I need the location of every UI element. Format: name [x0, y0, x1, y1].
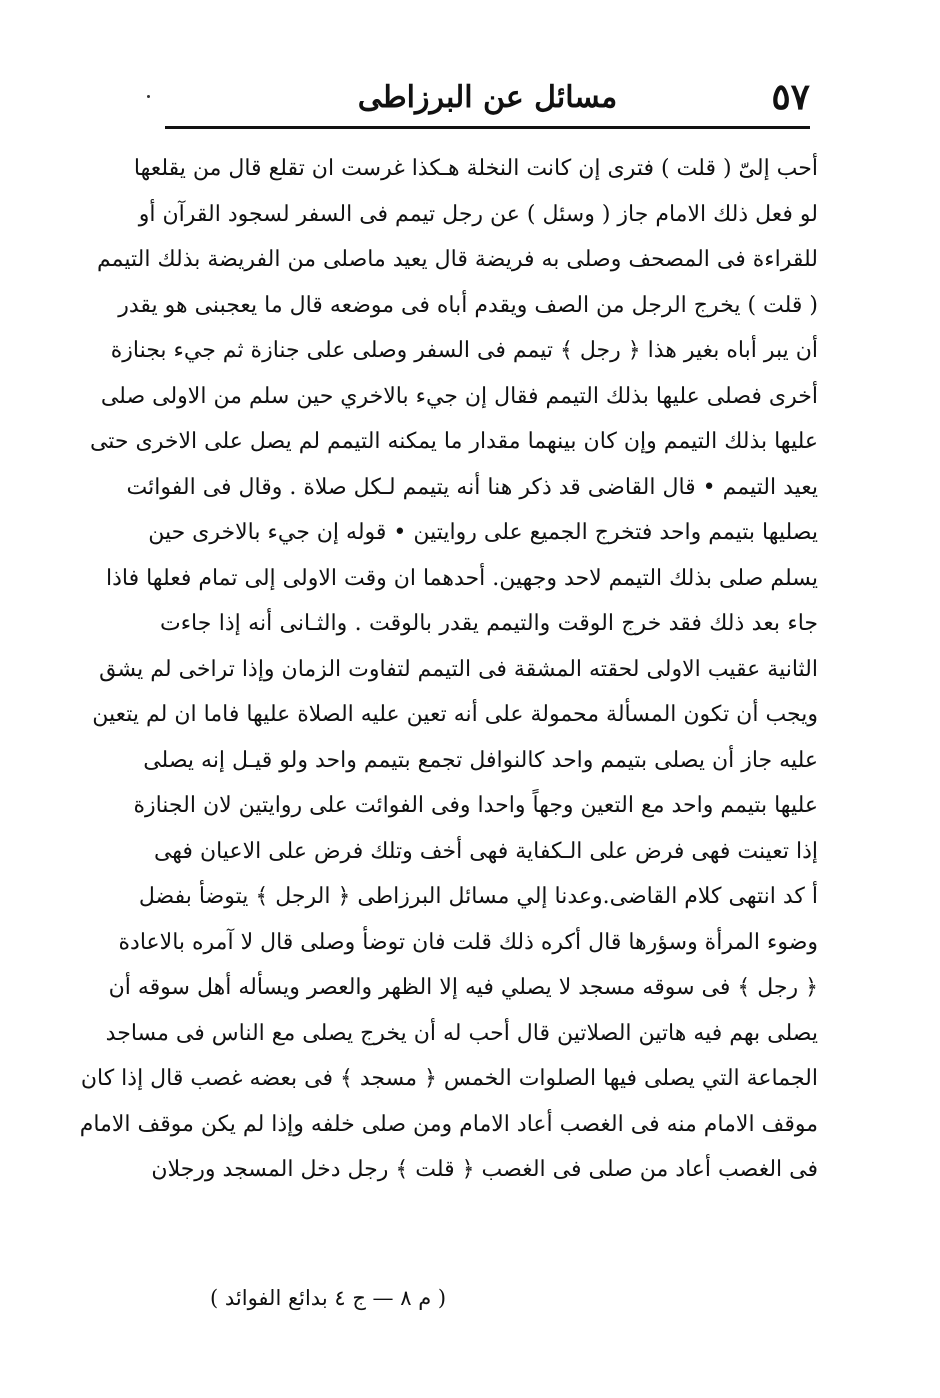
text-line: ﴿ رجل ﴾ فى سوقه مسجد لا يصلي فيه إلا الظهر والعصر ويسأله أهل سوقه أن	[108, 975, 818, 1000]
running-title: مسائل عن البرزاطى	[357, 80, 618, 115]
text-line: يعيد التيمم • قال القاضى قد ذكر هنا أنه يتيمم لـكل صلاة . وقال فى الفوائت	[126, 474, 818, 500]
text-line: موقف الامام منه فى الغصب أعاد الامام ومن صلى خلفه وإذا لم يكن موقف الامام	[79, 1111, 818, 1137]
text-line: يسلم صلى بذلك التيمم لاحد وجهين. أحدهما ان وقت الاولى إلى تمام فعلها فاذا	[105, 565, 818, 591]
text-line: عليها بذلك التيمم وإن كان بينهما مقدار ما يمكنه التيمم لم يصل على الاخرى حتى	[89, 429, 818, 454]
ink-speck	[147, 95, 150, 98]
text-line: عليه جاز أن يصلى بتيمم واحد كالنوافل تجمع بتيمم واحد ولو قيـل إنه يصلى	[143, 747, 818, 773]
text-line: عليها بتيمم واحد مع التعين وجهاً واحدا وفى الفوائت على روايتين لان الجنازة	[133, 793, 818, 818]
page-header	[165, 70, 810, 126]
text-line: أخرى فصلى عليها بذلك التيمم فقال إن جيء بالاخري حين سلم من الاولى صلى	[100, 383, 818, 409]
page-number: ٥٧	[771, 76, 810, 118]
text-line: وضوء المرأة وسؤرها قال أكره ذلك قلت فان توضأ وصلى قال لا آمره بالاعادة	[118, 929, 818, 955]
text-line: الجماعة التي يصلى فيها الصلوات الخمس ﴿ مسجد ﴾ فى بعضه غصب قال إذا كان	[80, 1066, 818, 1091]
text-line: ويجب أن تكون المسألة محمولة على أنه تعين عليه الصلاة عليها فاما ان لم يتعين	[92, 702, 818, 727]
text-line: يصلى بهم فيه هاتين الصلاتين قال أحب له أن يخرج يصلى مع الناس فى مساجد	[105, 1020, 818, 1046]
text-line: لو فعل ذلك الامام جاز ( وسئل ) عن رجل تيمم فى السفر لسجود القرآن أو	[138, 201, 818, 227]
text-line: أن يبر أباه بغير هذا ﴿ رجل ﴾ تيمم فى السفر وصلى على جنازة ثم جيء بجنازة	[110, 338, 818, 363]
text-line: ( قلت ) يخرج الرجل من الصف ويقدم أباه فى موضعه قال ما يعجبنى هو يقدر	[118, 292, 818, 318]
text-line: أ كد انتهى كلام القاضى.وعدنا إلي مسائل البرزاطى ﴿ الرجل ﴾ يتوضأ بفضل	[138, 884, 818, 909]
text-line: للقراءة فى المصحف وصلى به فريضة قال يعيد ماصلى من الفريضة بذلك التيمم	[97, 247, 818, 272]
text-line: يصليها بتيمم واحد فتخرج الجميع على روايتين • قوله إن جيء بالاخرى حين	[148, 520, 818, 545]
text-line: أحب إلىّ ( قلت ) فترى إن كانت النخلة هـكذا غرست ان تقلع قال من يقلعها	[133, 156, 818, 181]
footer-signature: ( م ٨ — ج ٤ بدائع الفوائد )	[210, 1286, 447, 1310]
page-body	[79, 146, 818, 1193]
header-rule	[165, 126, 810, 129]
text-line: الثانية عقيب الاولى لحقته المشقة فى التيمم لتفاوت الزمان وإذا تراخى لم يشق	[99, 656, 818, 682]
text-line: جاء بعد ذلك فقد خرج الوقت والتيمم يقدر بالوقت . والثـانى أنه إذا جاءت	[160, 611, 818, 636]
text-line: إذا تعينت فهى فرض على الـكفاية فهى أخف وتلك فرض على الاعيان فهى	[153, 838, 818, 864]
text-line: فى الغصب أعاد من صلى فى الغصب ﴿ قلت ﴾ رجل دخل المسجد ورجلان	[151, 1157, 818, 1182]
